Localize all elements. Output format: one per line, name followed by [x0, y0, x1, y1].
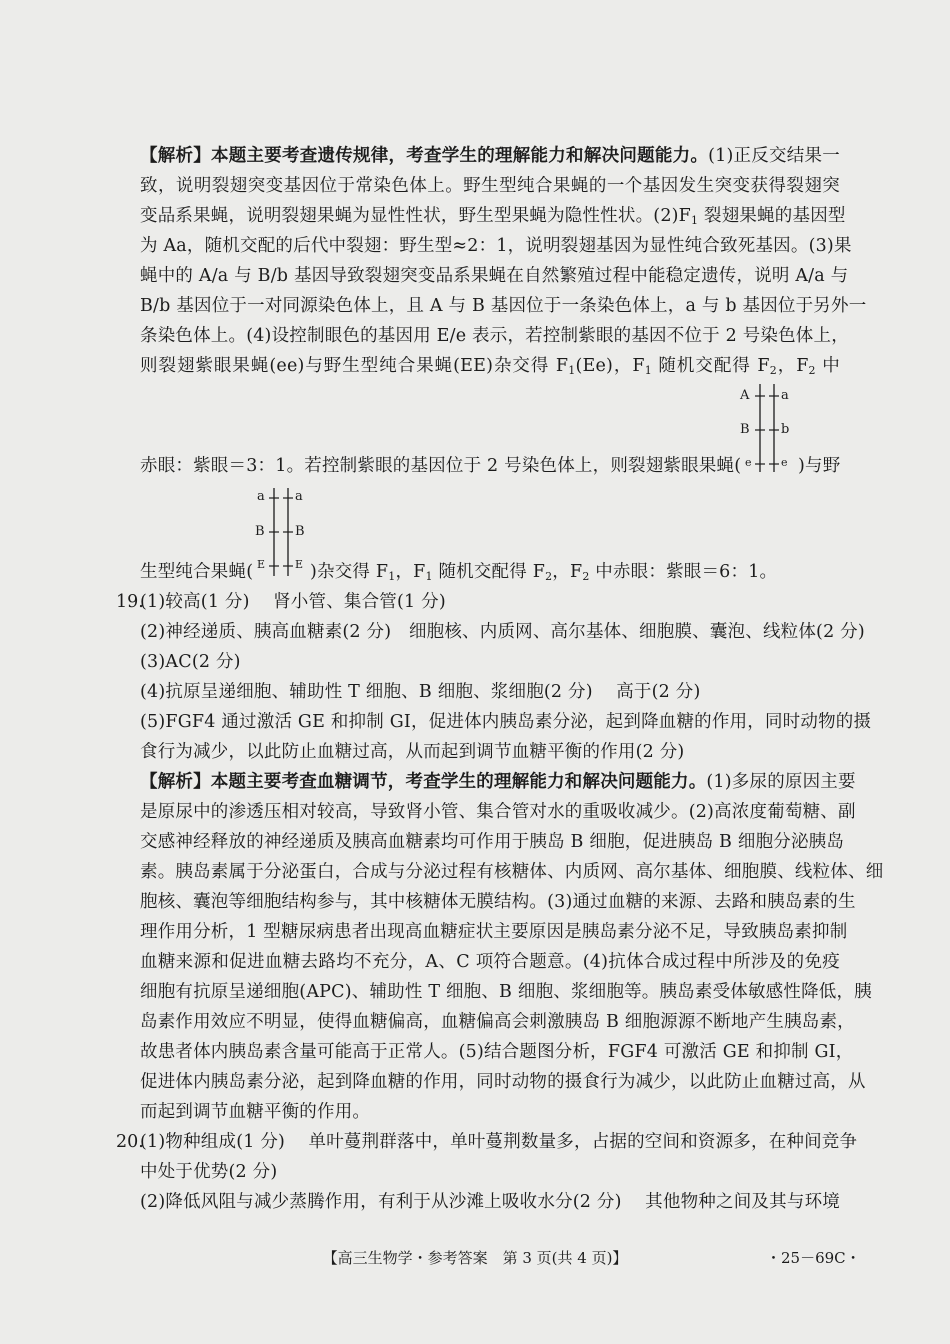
q19-analysis-10: 故患者体内胰岛素含量可能高于正常人。(5)结合题图分析，FGF4 可激活 GE 和抑制 GI，: [140, 1042, 854, 1062]
text: (Ee)，F: [575, 356, 645, 376]
q19-answer-3: (3)AC(2 分): [140, 652, 241, 672]
gene-label: B: [255, 524, 265, 539]
q20-answer-1: (1)物种组成(1 分) 单叶蔓荆群落中，单叶蔓荆数量多，占据的空间和资源多，在种间竞争: [140, 1132, 858, 1152]
analysis18-line3: [140, 204, 846, 228]
q19-analysis-11: 促进体内胰岛素分泌，起到降血糖的作用，同时动物的摄食行为减少，以此防止血糖过高，从: [140, 1072, 866, 1092]
gene-label: A: [740, 388, 750, 403]
subscript: 2: [769, 364, 777, 377]
analysis18-line1: [140, 144, 840, 168]
subscript: 2: [582, 570, 590, 583]
q19-analysis-2: 是原尿中的渗透压相对较高，导致肾小管、集合管对水的重吸收减少。(2)高浓度葡萄糖、副: [140, 802, 856, 822]
q19-analysis-12: 而起到调节血糖平衡的作用。: [140, 1102, 371, 1122]
gene-label: B: [295, 524, 305, 539]
gene-label: b: [781, 422, 790, 437]
analysis18-line6: B/b 基因位于一对同源染色体上，且 A 与 B 基因位于一条染色体上，a 与 b 基因位于另外一: [140, 296, 867, 316]
subscript: 1: [425, 570, 433, 583]
q19-analysis-6: 理作用分析，1 型糖尿病患者出现高血糖症状主要原因是胰岛素分泌不足，导致胰岛素抑制: [140, 922, 848, 942]
subscript: 1: [691, 214, 699, 227]
q19-analysis-7: 血糖来源和促进血糖去路均不充分，A、C 项符合题意。(4)抗体合成过程中所涉及的免疫: [140, 952, 840, 972]
text: (1)正反交结果一: [708, 146, 840, 166]
gene-label: E: [295, 558, 304, 571]
subscript: 2: [545, 570, 553, 583]
text: 则裂翅紫眼果蝇(ee)与野生型纯合果蝇(EE)杂交得 F: [140, 356, 569, 376]
analysis18-line8: [140, 354, 840, 378]
analysis18-line5: 蝇中的 A/a 与 B/b 基因导致裂翅突变品系果蝇在自然繁殖过程中能稳定遗传，说明 A/a 与: [140, 266, 849, 286]
text: ，F: [776, 356, 809, 376]
footer-title: 【高三生物学・参考答案 第 3 页(共 4 页)】: [322, 1249, 628, 1267]
footer-code: ・25－69C・: [766, 1249, 861, 1267]
subscript: 2: [808, 364, 816, 377]
text: 中: [815, 356, 840, 376]
q19-answer-5-cont: 食行为减少，以此防止血糖过高，从而起到调节血糖平衡的作用(2 分): [140, 742, 685, 762]
text: 变品系果蝇，说明裂翅果蝇为显性性状，野生型果蝇为隐性性状。(2)F: [140, 206, 692, 226]
q19-analysis-1: [140, 770, 856, 794]
q19-analysis-4: 素。胰岛素属于分泌蛋白，合成与分泌过程有核糖体、内质网、高尔基体、细胞膜、线粒体、细: [140, 862, 884, 882]
analysis18-line9-a: 赤眼：紫眼＝3：1。若控制紫眼的基因位于 2 号染色体上，则裂翅紫眼果蝇(: [140, 456, 742, 476]
q20-answer-1-cont: 中处于优势(2 分): [140, 1162, 278, 1182]
text: (1)多尿的原因主要: [706, 772, 856, 792]
text: 裂翅果蝇的基因型: [698, 206, 846, 226]
analysis18-line7: 条染色体上。(4)设控制眼色的基因用 E/e 表示，若控制紫眼的基因不位于 2 号染色体上，: [140, 326, 849, 346]
analysis18-line9-b: )与野: [798, 456, 841, 476]
text: ，F: [395, 562, 426, 582]
gene-label: a: [781, 388, 789, 403]
question-number-20: 20.: [116, 1132, 144, 1152]
gene-label: e: [781, 456, 788, 469]
q19-analysis-9: 岛素作用效应不明显，使得血糖偏高，血糖偏高会刺激胰岛 B 细胞源源不断地产生胰岛素，: [140, 1012, 855, 1032]
text: 中赤眼：紫眼＝6：1。: [589, 562, 778, 582]
q19-analysis-3: 交感神经释放的神经递质及胰高血糖素均可作用于胰岛 B 细胞，促进胰岛 B 细胞分泌胰岛: [140, 832, 845, 852]
text: ，F: [552, 562, 583, 582]
analysis-heading: 【解析】本题主要考查遗传规律，考查学生的理解能力和解决问题能力。: [140, 146, 709, 166]
analysis-heading: 【解析】本题主要考查血糖调节，考查学生的理解能力和解决问题能力。: [140, 772, 707, 792]
q19-analysis-5: 胞核、囊泡等细胞结构参与，其中核糖体无膜结构。(3)通过血糖的来源、去路和胰岛素的生: [140, 892, 856, 912]
question-number-19: 19.: [116, 592, 144, 612]
q19-answer-4: (4)抗原呈递细胞、辅助性 T 细胞、B 细胞、浆细胞(2 分) 高于(2 分): [140, 682, 701, 702]
q19-answer-5: (5)FGF4 通过激活 GE 和抑制 GI，促进体内胰岛素分泌，起到降血糖的作用，同时动物的摄: [140, 712, 872, 732]
analysis18-line10-a: 生型纯合果蝇(: [140, 562, 254, 582]
q19-answer-1: (1)较高(1 分) 肾小管、集合管(1 分): [140, 592, 446, 612]
analysis18-line10-b: [310, 560, 778, 584]
subscript: 1: [644, 364, 652, 377]
gene-label: E: [257, 558, 266, 571]
analysis18-line4: 为 Aa，随机交配的后代中裂翅：野生型≈2：1，说明裂翅基因为显性纯合致死基因。(3)果: [140, 236, 852, 256]
gene-label: B: [740, 422, 750, 437]
text: 随机交配得 F: [432, 562, 546, 582]
subscript: 1: [568, 364, 576, 377]
q20-answer-2: (2)降低风阻与减少蒸腾作用，有利于从沙滩上吸收水分(2 分) 其他物种之间及其与环境: [140, 1192, 840, 1212]
q19-analysis-8: 细胞有抗原呈递细胞(APC)、辅助性 T 细胞、B 细胞、浆细胞等。胰岛素受体敏感性降低，胰: [140, 982, 872, 1002]
analysis18-line2: 致，说明裂翅突变基因位于常染色体上。野生型纯合果蝇的一个基因发生突变获得裂翅突: [140, 176, 840, 196]
chromosome-diagram-1: [738, 382, 798, 474]
q19-answer-2: (2)神经递质、胰高血糖素(2 分) 细胞核、内质网、高尔基体、细胞膜、囊泡、线粒体(2 分): [140, 622, 865, 642]
text: 随机交配得 F: [651, 356, 770, 376]
gene-label: e: [745, 456, 752, 469]
subscript: 1: [388, 570, 396, 583]
text: )杂交得 F: [310, 562, 389, 582]
gene-label: a: [257, 489, 265, 504]
chromosome-diagram-2: [252, 486, 312, 578]
gene-label: a: [295, 489, 303, 504]
